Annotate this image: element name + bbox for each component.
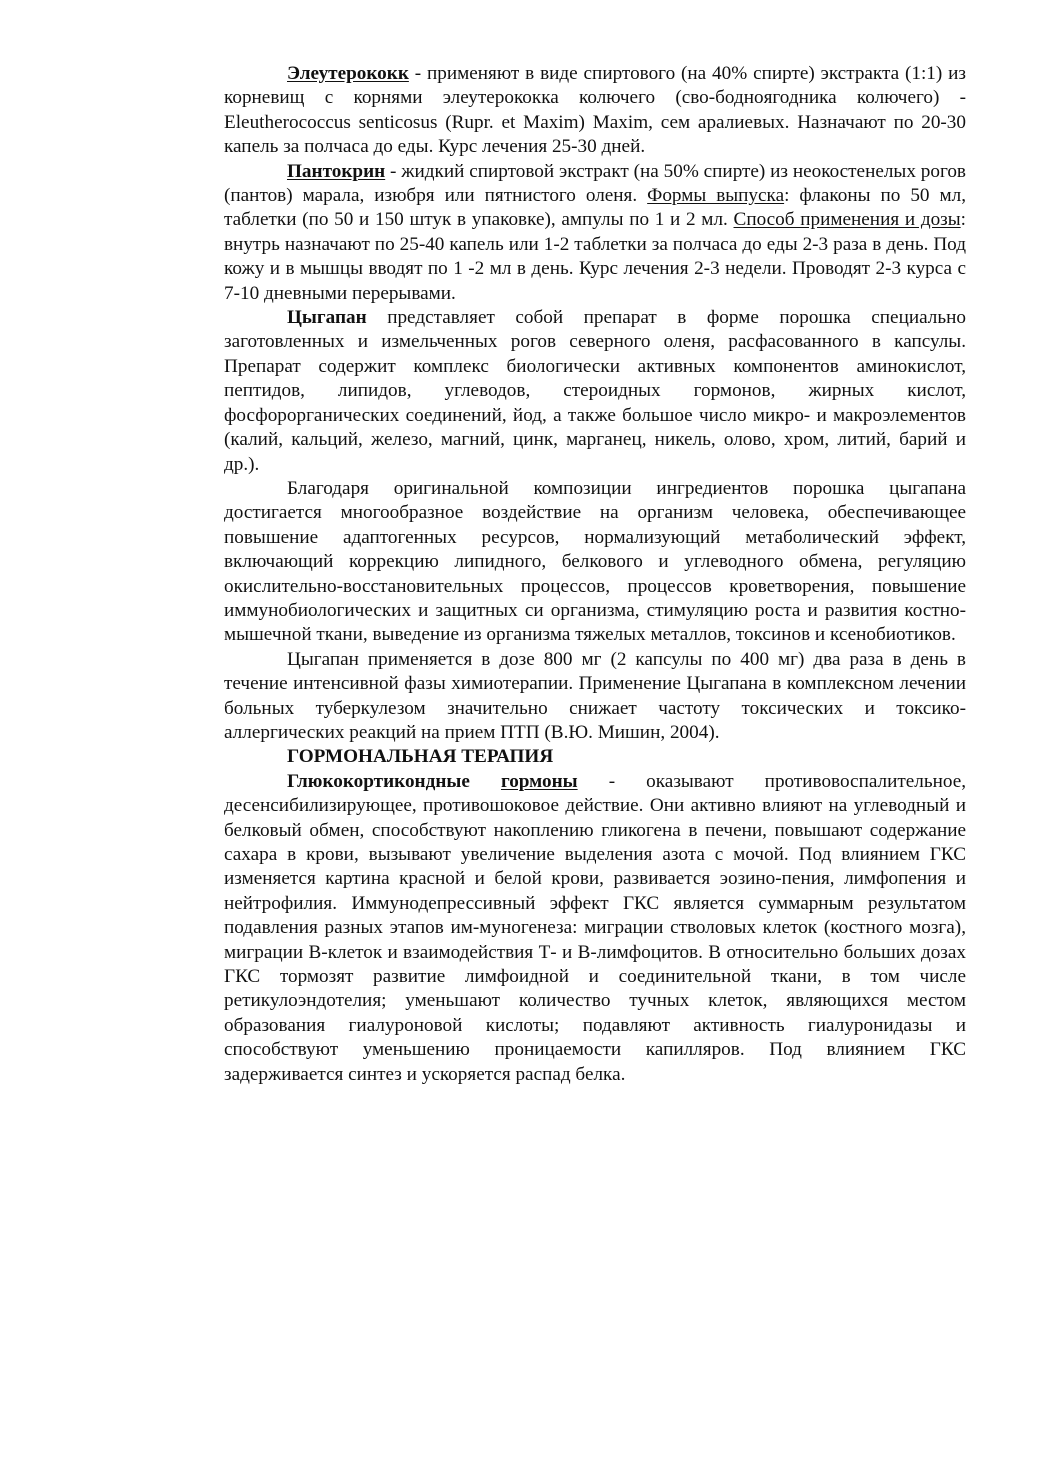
term-tsygapan: Цыгапан — [287, 307, 367, 329]
paragraph-glucocorticoids — [224, 770, 966, 1087]
paragraph-composition: Благодаря оригинальной композиции ингредиентов порошка цыгапана достигается многообразное воздействие на организм человека, обеспечивающее повышение адаптогенных ресурсов, нормализующий метаболический эффект, включающий коррекцию липидного, белкового и углеводного обмена, регуляцию окислительно-восстановительных процессов, процессов кроветворения, повышение иммунобиологических и защитных си организма, стимуляцию роста и развития костно-мышечной ткани, выведение из организма тяжелых металлов, токсинов и ксенобиотиков. — [224, 477, 966, 646]
section-heading: ГОРМОНАЛЬНАЯ ТЕРАПИЯ — [287, 746, 554, 768]
label-method-doses: Способ применения и дозы — [733, 209, 961, 231]
paragraph-tsygapan — [224, 306, 966, 477]
label-release-forms: Формы выпуска — [647, 185, 785, 207]
paragraph-tsygapan-text: представляет собой препарат в форме порошка специально заготовленных и измельченных рогов северного оленя, расфасованного в капсулы. Препарат содержит комплекс биологически активных компонентов аминокислот, пептидов, липидов, углеводов, стероидных гормонов, жирных кислот, фосфорорганических соединений, йод, а также большое число микро- и макроэлементов (калий, кальций, железо, магний, цинк, марганец, никель, олово, хром, литий, барий и др.). — [224, 307, 966, 475]
term-hormones: гормоны — [500, 770, 578, 792]
document-page — [224, 62, 966, 1087]
paragraph-pantocrin-text-2: : флаконы по 50 мл, таблетки (по 50 и 150 штук в упаковке), ампулы по 1 и 2 мл. — [224, 185, 966, 231]
paragraph-glucocorticoids-text: - оказывают противовоспалительное, десенсибилизирующее, противошоковое действие. Они активно влияют на углеводный и белковый обмен, способствуют накоплению гликогена в печени, повышают содержание сахара в крови, вызывают увеличение выделения азота с мочой. Под влиянием ГКС изменяется картина красной и белой крови, развивается эозино-пения, лимфопения и нейтрофилия. Иммунодепрессивный эффект ГКС является суммарным результатом подавления разных этапов им-муногенеза: миграции стволовых клеток (костного мозга), миграции В-клеток и взаимодействия Т- и В-лимфоцитов. В относительно больших дозах ГКС тормозят развитие лимфоидной и соединительной ткани, в том числе ретикулоэндотелия; уменьшают количество тучных клеток, являющихся местом образования гиалуроновой кислоты; подавляют активность гиалуронидазы и способствуют уменьшению проницаемости капилляров. Под влиянием ГКС задерживается синтез и ускоряется распад белка. — [224, 770, 967, 1085]
paragraph-dosage: Цыгапан применяется в дозе 800 мг (2 капсулы по 400 мг) два раза в день в течение интенсивной фазы химиотерапии. Применение Цыгапана в комплексном лечении больных туберкулезом значительно снижает частоту токсических и токсико-аллергических реакций на прием ПТП (В.Ю. Мишин, 2004). — [224, 648, 966, 743]
paragraph-pantocrin — [224, 160, 966, 306]
paragraph-pantocrin-text-3: : внутрь назначают по 25-40 капель или 1-2 таблетки за полчаса до еды 2-3 раза в день. Под кожу и в мышцы вводят по 1 -2 мл в день. Курс лечения 2-3 недели. Проводят 2-3 курса с 7-10 дневными перерывами. — [224, 209, 966, 304]
term-pantocrin: Пантокрин — [287, 160, 386, 182]
term-eleutherococcus: Элеутерококк — [287, 63, 409, 84]
paragraph-eleutherococcus — [224, 62, 966, 160]
paragraph-pantocrin-text-1: - жидкий спиртовой экстракт (на 50% спирте) из неокостенелых рогов (пантов) марала, изюбря или пятнистого оленя. — [224, 160, 966, 207]
paragraph-eleutherococcus-text: - применяют в виде спиртового (на 40% спирте) экстракта (1:1) из корневищ с корнями элеутерококка колючего (сво-боднoягодника колючего) - Eleutherococcus senticosus (Rupr. et Maxim) Maxim, сем аралиевых. Назначают по 20-30 капель за полчаса до еды. Курс лечения 25-30 дней. — [224, 63, 966, 158]
term-glucocorticoid: Глюкокортикондные — [287, 770, 470, 792]
